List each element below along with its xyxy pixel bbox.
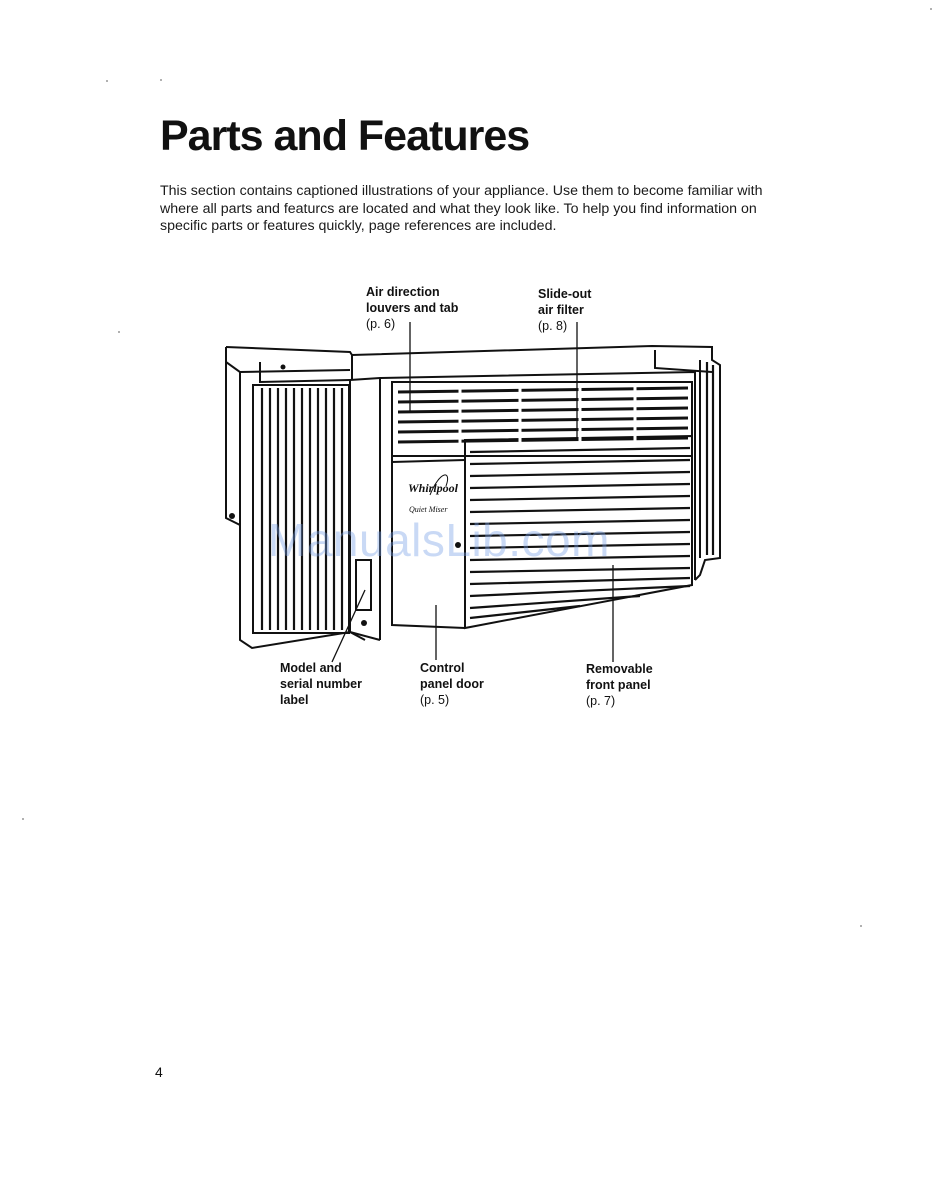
callout-page-ref: (p. 8) — [538, 319, 568, 333]
callout-label: serial number — [280, 677, 362, 691]
callout-label: Model and — [280, 661, 342, 675]
scan-speck — [22, 818, 24, 820]
callout-label: air filter — [538, 303, 584, 317]
callout-page-ref: (p. 7) — [586, 694, 616, 708]
callout-air-direction-louvers — [366, 284, 458, 332]
callout-page-ref: (p. 6) — [366, 317, 396, 331]
callout-control-panel-door — [420, 660, 484, 708]
page-number: 4 — [155, 1064, 163, 1080]
callout-label: Slide-out — [538, 287, 592, 301]
page-title: Parts and Features — [160, 112, 530, 160]
scan-speck — [860, 925, 862, 927]
scan-speck — [118, 331, 120, 333]
callout-model-serial-label — [280, 660, 362, 708]
callout-label: label — [280, 693, 309, 707]
callout-label: Removable — [586, 662, 653, 676]
scan-speck — [160, 79, 162, 81]
brand-logo: Whirlpool — [408, 481, 459, 495]
intro-paragraph: This section contains captioned illustrations of your appliance. Use them to become familiar with where all parts and featurcs are located and what they look like. To help you find information on specific parts or features quickly, page references are included. — [160, 183, 763, 234]
callout-label: Air direction — [366, 285, 440, 299]
callout-label: front panel — [586, 678, 651, 692]
model-name-badge: Quiet Miser — [409, 505, 448, 514]
callout-page-ref: (p. 5) — [420, 693, 450, 707]
scan-speck — [106, 80, 108, 82]
callout-label: louvers and tab — [366, 301, 459, 315]
callout-label: panel door — [420, 677, 484, 691]
callout-removable-front-panel — [586, 661, 653, 709]
watermark: ManualsLib.com — [268, 514, 610, 566]
callout-slide-out-air-filter — [538, 286, 591, 334]
scan-speck — [930, 8, 932, 10]
callout-label: Control — [420, 661, 465, 675]
